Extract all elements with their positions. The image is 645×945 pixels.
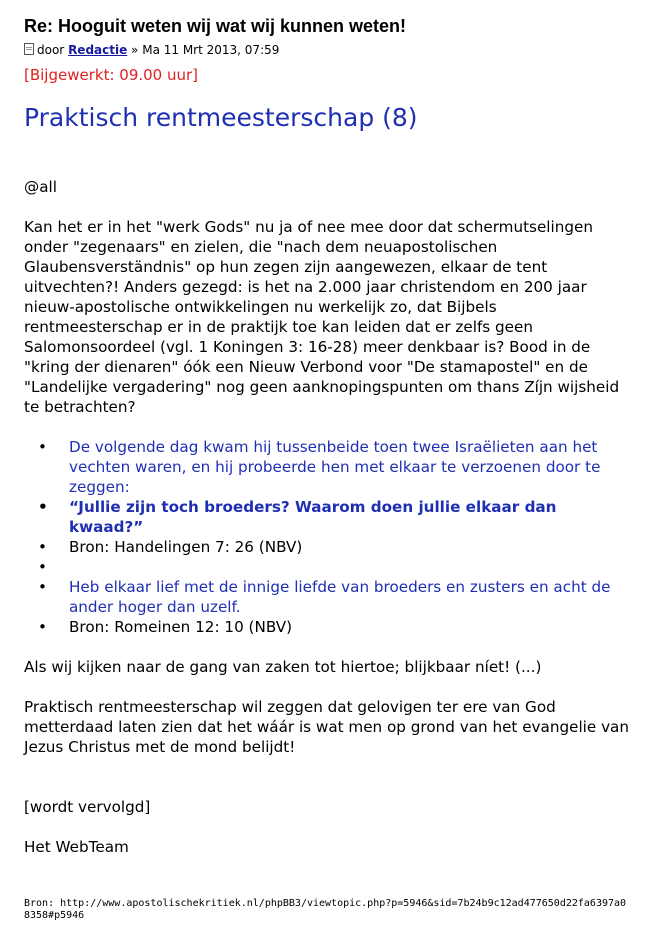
source-url: Bron: http://www.apostolischekritiek.nl/phpBB3/viewtopic.php?p=5946&sid=7b24b9c12ad477650d22fa6397a08358#p5946	[24, 898, 627, 921]
document-icon[interactable]	[24, 43, 34, 55]
quote-list	[24, 437, 630, 637]
article-body	[24, 177, 630, 877]
date-separator: »	[127, 43, 143, 57]
paragraph-intro: Kan het er in het "werk Gods" nu ja of nee mee door dat schermutselingen onder "zegenaars" en zielen, die "nach dem neuapostolischen Glaubensverständnis" op hun zegen zijn aangewezen, elkaar de tent uitvechten?! Anders gezegd: is het na 2.000 jaar christendom en 200 jaar nieuw-apostolische ontwikkelingen nu werkelijk zo, dat Bijbels rentmeesterschap er in de praktijk toe kan leiden dat er zelfs geen Salomonsoordeel (vgl. 1 Koningen 3: 16-28) meer denkbaar is? Bood in de "kring der dienaren" óók een Nieuw Verbond voor "De stamapostel" en de "Landelijke vergadering" nog geen aanknopingspunten om thans Zíjn wijsheid te betrachten?	[24, 218, 620, 416]
greeting: @all	[24, 178, 57, 196]
list-item: • Bron: Handelingen 7: 26 (NBV)	[24, 537, 630, 557]
list-item: • De volgende dag kwam hij tussenbeide toen twee Israëlieten aan het vechten waren, en hij probeerde hen met elkaar te verzoenen door te zeggen:	[24, 437, 630, 497]
list-item	[24, 557, 630, 577]
list-item: • Bron: Romeinen 12: 10 (NBV)	[24, 617, 630, 637]
list-item: • Heb elkaar lief met de innige liefde van broeders en zusters en acht de ander hoger dan uzelf.	[24, 577, 630, 617]
post-date: Ma 11 Mrt 2013, 07:59	[142, 43, 280, 57]
post-title: Re: Hooguit weten wij wat wij kunnen weten!	[24, 16, 407, 36]
updated-notice: [Bijgewerkt: 09.00 uur]	[24, 66, 199, 84]
post-byline	[24, 42, 279, 57]
list-item: • “Jullie zijn toch broeders? Waarom doen jullie elkaar dan kwaad?”	[24, 497, 630, 537]
article-headline: Praktisch rentmeesterschap (8)	[24, 103, 418, 132]
paragraph-conclusion: Als wij kijken naar de gang van zaken tot hiertoe; blijkbaar níet! (...)	[24, 658, 542, 676]
author-link[interactable]: Redactie	[68, 43, 128, 57]
closing-note: [wordt vervolgd]	[24, 798, 151, 816]
signature: Het WebTeam	[24, 838, 129, 856]
paragraph-stewardship: Praktisch rentmeesterschap wil zeggen dat gelovigen ter ere van God metterdaad laten zien dat het wáár is wat men op grond van het evangelie van Jezus Christus met de mond belijdt!	[24, 698, 629, 756]
byline-prefix: door	[37, 43, 65, 57]
